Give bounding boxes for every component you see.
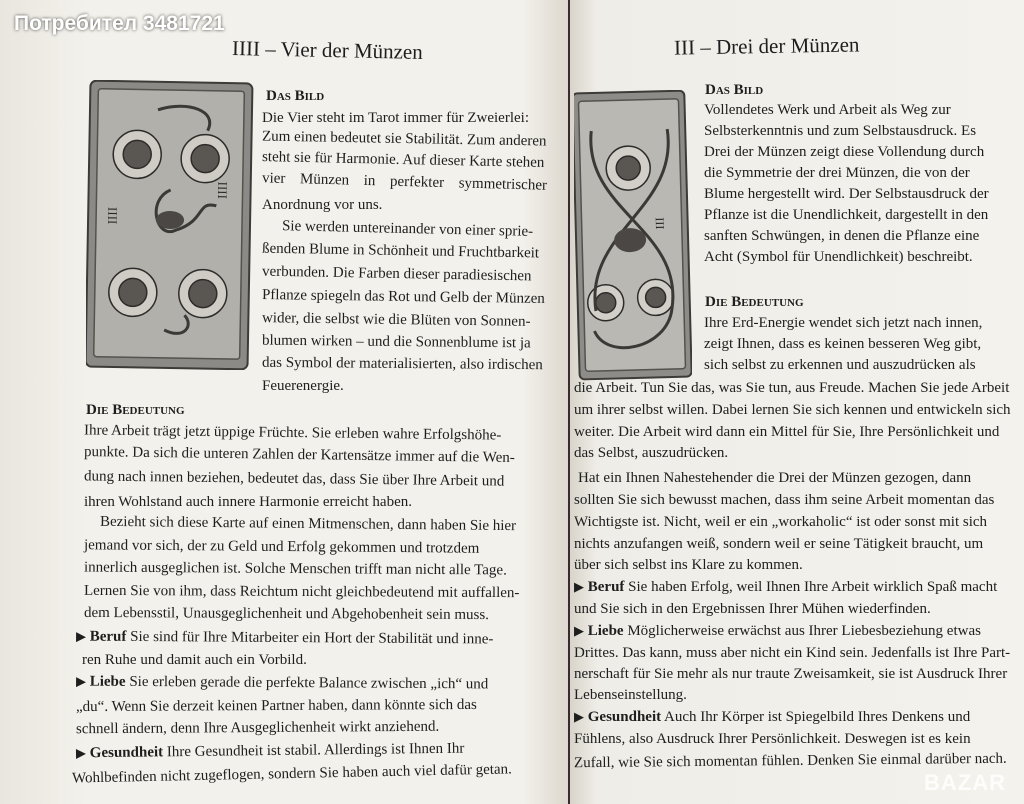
liebe-line-cont: „du“. Wenn Sie derzeit keinen Partner haben, dann könnte sich das (75, 696, 477, 716)
text-line: Feuerenergie. (262, 378, 344, 394)
section-heading-bild: Das Bild (705, 82, 764, 98)
section-heading-bedeutung: Die Bedeutung (705, 294, 804, 310)
card-numeral: III (652, 217, 667, 230)
beruf-label: Beruf (89, 628, 127, 645)
gesundheit-line (574, 709, 970, 726)
beruf-line-cont: ren Ruhe und damit auch ein Vorbild. (82, 652, 307, 668)
body-line: Lernen Sie von ihm, dass Reichtum nicht gleichbedeutend mit auffallen- (83, 582, 520, 602)
beruf-line (76, 629, 494, 649)
text-line: Ihre Erd-Energie wendet sich jetzt nach innen, (704, 315, 983, 331)
body-line: jemand vor sich, der zu Geld und Erfolg gekommen und trotzdem (83, 537, 480, 557)
text-line: Selbsterkenntnis und zum Selbstausdruck. Es (704, 123, 977, 139)
body-line: sollten Sie sich bewusst machen, dass ihm seine Arbeit momentan das (574, 492, 995, 508)
gesundheit-line-cont: Fühlens, also Ausdruck Ihrer Persönlichkeit. Deswegen ist es kein (574, 731, 971, 747)
body-line: dem Lebensstil, Unausgeglichenheit und Abgehobenheit sein muss. (83, 604, 489, 624)
gesundheit-label: Gesundheit (587, 709, 662, 725)
text-line: blumen wirken – und die Sonnenblume ist ja (261, 332, 531, 352)
liebe-line (574, 623, 981, 640)
gesundheit-line (76, 741, 464, 763)
body-line: über sich selbst ins Klare zu kommen. (574, 557, 803, 573)
body-line: Wichtigste ist. Nicht, weil er ein „workaholic“ ist oder sonst mit sich (574, 514, 988, 530)
text-line: Acht (Symbol für Unendlichkeit) beschreibt. (704, 249, 973, 265)
card-numeral-mirror: IIII (214, 181, 230, 200)
text-line: sich selbst zu erkennen und auszudrücken als (704, 357, 976, 373)
four-of-coins-card-image (86, 80, 254, 370)
body-line: punkte. Da sich die unteren Zahlen der Kartensätze immer auf die Wen- (83, 443, 515, 467)
body-line: ihren Wohlstand auch innere Harmonie erreicht haben. (84, 494, 412, 510)
card-numeral: IIII (105, 206, 121, 225)
section-heading-bedeutung: Die Bedeutung (86, 402, 185, 418)
text-line: Die Vier steht im Tarot immer für Zweierlei: (262, 110, 529, 126)
body-line: Hat ein Ihnen Nahestehender die Drei der Münzen gezogen, dann (578, 470, 972, 486)
liebe-label: Liebe (587, 623, 624, 639)
text-line: das Symbol der materialisierten, also irdischen (261, 354, 543, 374)
liebe-line-cont: nerschaft für Sie mehr als nur traute Zweisamkeit, sie ist Ausdruck Ihrer (574, 666, 1008, 682)
beruf-line (574, 579, 997, 596)
user-watermark: Потребител 3481721 (14, 12, 225, 35)
gesundheit-line-cont: Zufall, wie Sie sich momentan fühlen. Denken Sie einmal darüber nach. (573, 750, 1007, 772)
body-line: innerlich ausgeglichen ist. Solche Menschen trifft man nicht alle Tage. (83, 559, 507, 579)
text-line: wider, die selbst wie die Blüten von Sonnen- (261, 310, 531, 330)
liebe-line-cont: Drittes. Das kann, muss aber nicht ein Kind sein. Jedenfalls ist Ihre Part- (574, 645, 1011, 661)
text-line: vier Münzen in perfekter symmetrischer (261, 170, 548, 194)
beruf-line-cont: und Sie sich in den Ergebnissen Ihrer Mühen wiederfinden. (574, 601, 931, 617)
three-of-coins-card-image (574, 90, 692, 382)
triangle-bullet-icon: ▶ (75, 745, 87, 761)
liebe-line-cont: Lebenseinstellung. (574, 687, 687, 703)
text-line: steht sie für Harmonie. Auf dieser Karte stehen (261, 149, 545, 171)
liebe-line-cont: schnell ändern, denn Ihre Ausgeglichenheit wirkt anziehend. (75, 718, 440, 738)
triangle-bullet-icon: ▶ (574, 709, 584, 724)
liebe-text: Möglicherweise erwächst aus Ihrer Liebesbeziehung etwas (627, 623, 981, 639)
body-line: die Arbeit. Tun Sie das, was Sie tun, aus Freude. Machen Sie jede Arbeit (574, 380, 1010, 396)
text-line: Sie werden untereinander von einer sprie- (281, 218, 534, 240)
text-line: Drei der Münzen zeigt diese Vollendung durch (704, 144, 985, 160)
gesundheit-label: Gesundheit (89, 744, 164, 762)
liebe-text: Sie erleben gerade die perfekte Balance zwischen „ich“ und (129, 673, 489, 693)
body-line: weiter. Die Arbeit wird dann ein Mittel für Sie, Ihre Persönlichkeit und (574, 424, 1000, 440)
page-title: IIII – Vier der Münzen (231, 36, 424, 64)
beruf-text: Sie haben Erfolg, weil Ihnen Ihre Arbeit wirklich Spaß macht (628, 579, 998, 595)
section-heading-bild: Das Bild (266, 88, 325, 104)
right-page (570, 0, 1024, 804)
body-line: dung nach innen beziehen, bedeutet das, dass Sie über Ihre Arbeit und (83, 468, 505, 490)
text-line: Blume hergestellt wird. Der Selbstausdruck der (704, 186, 989, 202)
gesundheit-text: Ihre Gesundheit ist stabil. Allerdings ist Ihnen Ihr (166, 740, 465, 761)
text-line: Pflanze spiegeln das Rot und Gelb der Münzen (261, 287, 545, 307)
text-line: ßenden Blume in Schönheit und Fruchtbarkeit (261, 240, 540, 262)
text-line: zeigt Ihnen, dass es keinen besseren Weg gibt, (704, 336, 982, 352)
gesundheit-text: Auch Ihr Körper ist Spiegelbild Ihres Denkens und (664, 709, 971, 725)
marketplace-logo: BAZAR (924, 770, 1006, 795)
beruf-label: Beruf (587, 579, 625, 595)
page-title: III – Drei der Münzen (673, 32, 860, 60)
triangle-bullet-icon: ▶ (574, 623, 584, 638)
text-line: verbunden. Die Farben dieser paradiesischen (261, 263, 532, 285)
text-line: Pflanze ist die Unendlichkeit, dargestellt in den (704, 207, 989, 223)
body-line: Ihre Arbeit trägt jetzt üppige Früchte. Sie erleben wahre Erfolgshöhe- (83, 422, 502, 444)
body-line: Bezieht sich diese Karte auf einen Mitmenschen, dann haben Sie hier (99, 513, 517, 535)
text-line: die Symmetrie der drei Münzen, die von der (704, 165, 970, 181)
gesundheit-line-cont: Wohlbefinden nicht zugeflogen, sondern Sie haben auch viel dafür getan. (71, 761, 513, 787)
text-line: Zum einen bedeutet sie Stabilität. Zum anderen (261, 128, 547, 150)
liebe-line (76, 674, 488, 694)
body-line: um ihrer selbst willen. Dabei lernen Sie sich kennen und entwickeln sich (574, 402, 1011, 418)
triangle-bullet-icon: ▶ (75, 628, 87, 644)
body-line: nichts anzufangen weiß, sondern weil er seine Tätigkeit braucht, um (574, 536, 984, 552)
triangle-bullet-icon: ▶ (574, 579, 584, 594)
text-line: Anordnung vor uns. (262, 197, 383, 213)
triangle-bullet-icon: ▶ (75, 673, 87, 689)
text-line: sanften Schwüngen, in denen die Pflanze eine (704, 228, 980, 244)
beruf-text: Sie sind für Ihre Mitarbeiter ein Hort der Stabilität und inne- (130, 628, 494, 648)
liebe-label: Liebe (89, 673, 126, 690)
body-line: das Selbst, auszudrücken. (574, 445, 729, 461)
text-line: Vollendetes Werk und Arbeit als Weg zur (704, 102, 951, 118)
